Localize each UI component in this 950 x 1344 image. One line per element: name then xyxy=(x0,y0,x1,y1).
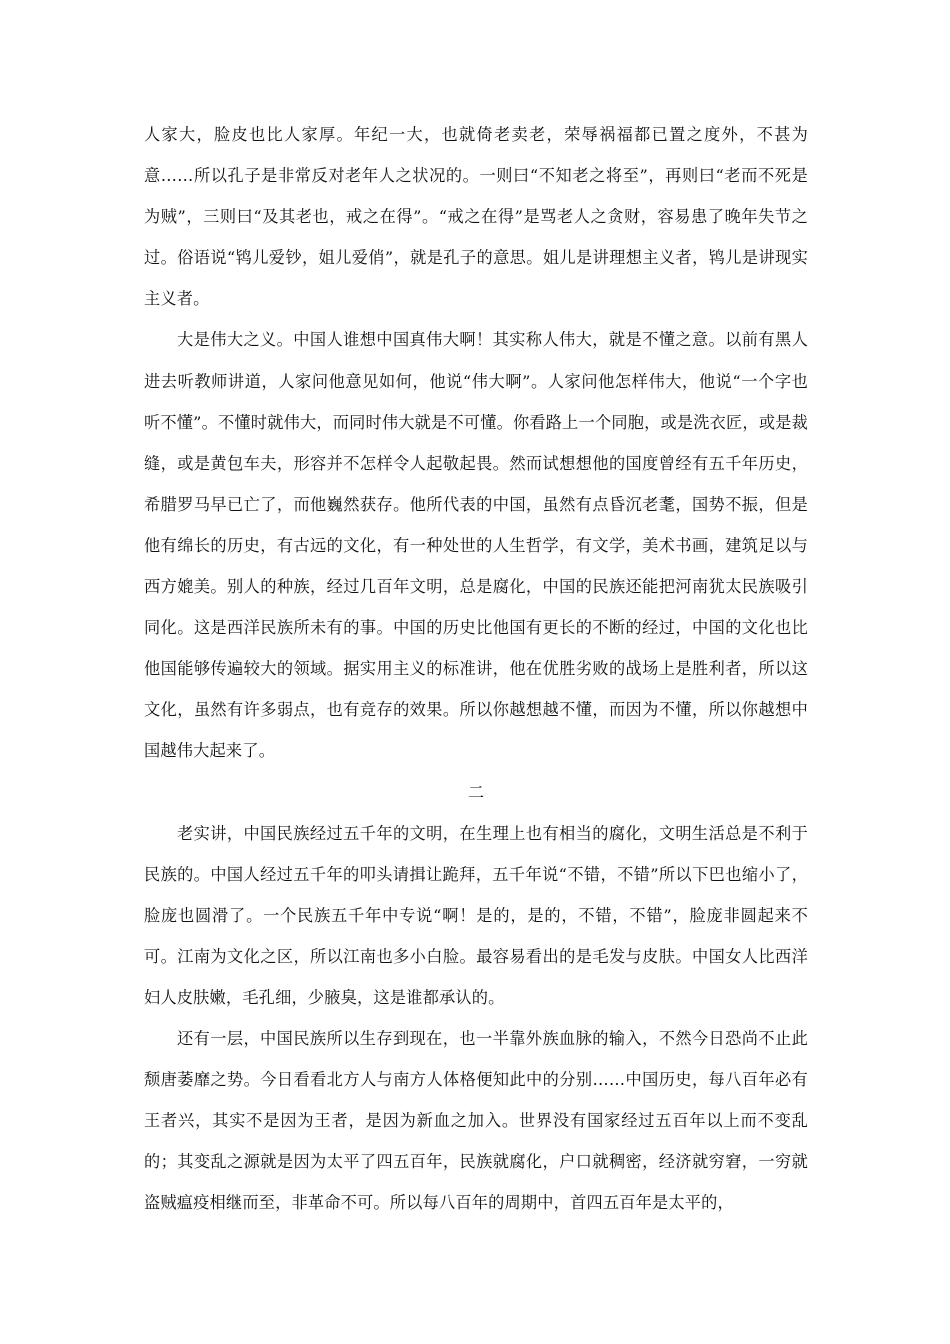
paragraph-2: 大是伟大之义。中国人谁想中国真伟大啊！其实称人伟大，就是不懂之意。以前有黑人进去听教师讲道，人家问他意见如何，他说“伟大啊”。人家问他怎样伟大，他说“一个字也听不懂”。不懂时就伟大，而同时伟大就是不可懂。你看路上一个同胞，或是洗衣匠，或是裁缝，或是黄包车夫，形容并不怎样令人起敬起畏。然而试想想他的国度曾经有五千年历史，希腊罗马早已亡了，而他巍然获存。他所代表的中国，虽然有点昏沉老耄，国势不振，但是他有绵长的历史，有古远的文化，有一种处世的人生哲学，有文学，美术书画，建筑足以与西方媲美。别人的种族，经过几百年文明，总是腐化，中国的民族还能把河南犹太民族吸引同化。这是西洋民族所未有的事。中国的历史比他国有更长的不断的经过，中国的文化也比他国能够传遍较大的领域。据实用主义的标准讲，他在优胜劣败的战场上是胜利者，所以这文化，虽然有许多弱点，也有竞存的效果。所以你越想越不懂，而因为不懂，所以你越想中国越伟大起来了。 xyxy=(144,330,808,761)
section-heading: 二 xyxy=(467,782,485,802)
paragraph-1: 人家大，脸皮也比人家厚。年纪一大，也就倚老卖老，荣辱祸福都已置之度外，不甚为意……所以孔子是非常反对老年人之状况的。一则曰“不知老之将至”，再则曰“老而不死是为贼”，三则曰“及其老也，戒之在得”。“戒之在得”是骂老人之贪财，容易患了晚年失节之过。俗语说“鸨儿爱钞，姐儿爱俏”，就是孔子的意思。姐儿是讲理想主义者，鸨儿是讲现实主义者。 xyxy=(144,125,808,309)
paragraph-3: 老实讲，中国民族经过五千年的文明，在生理上也有相当的腐化，文明生活总是不利于民族的。中国人经过五千年的叩头请揖让跪拜，五千年说“不错，不错”所以下巴也缩小了，脸庞也圆滑了。一个民族五千年中专说“啊！是的，是的，不错，不错”，脸庞非圆起来不可。江南为文化之区，所以江南也多小白脸。最容易看出的是毛发与皮肤。中国女人比西洋妇人皮肤嫩，毛孔细，少腋臭，这是谁都承认的。 xyxy=(144,823,808,1007)
paragraph-4: 还有一层，中国民族所以生存到现在，也一半靠外族血脉的输入，不然今日恐尚不止此颓唐萎靡之势。今日看看北方人与南方人体格便知此中的分别……中国历史，每八百年必有王者兴，其实不是因为王者，是因为新血之加入。世界没有国家经过五百年以上而不变乱的；其变乱之源就是因为太平了四五百年，民族就腐化，户口就稠密，经济就穷窘，一穷就盗贼瘟疫相继而至，非革命不可。所以每八百年的周期中，首四五百年是太平的， xyxy=(144,1029,808,1213)
document-body xyxy=(144,114,808,1224)
